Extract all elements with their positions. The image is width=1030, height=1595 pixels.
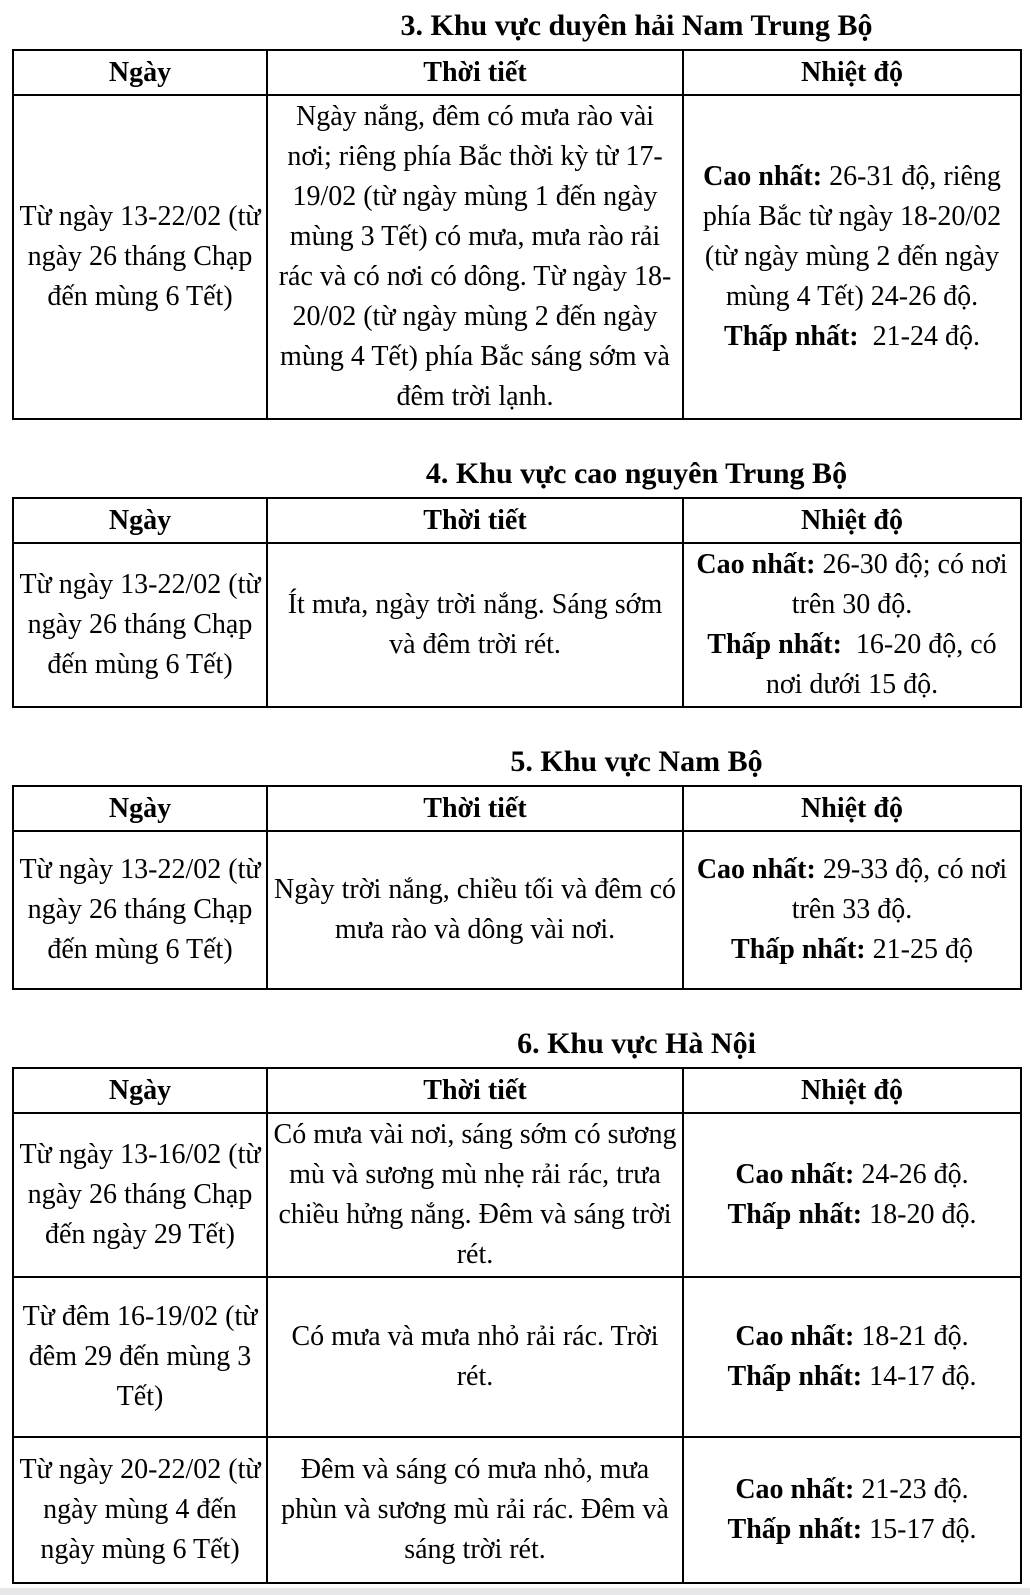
section-title: 6. Khu vực Hà Nội xyxy=(517,1027,756,1060)
temp-high-label: Cao nhất: xyxy=(703,161,823,192)
weather-cell: Ngày trời nắng, chiều tối và đêm có mưa rào và dông vài nơi. xyxy=(267,831,683,989)
temp-high-value: 26-31 độ, riêng phía Bắc từ ngày 18-20/02 (từ ngày mùng 2 đến ngày mùng 4 Tết) 24-26 độ. xyxy=(702,161,1002,312)
temp-cell xyxy=(683,543,1021,707)
temp-low-value: 21-24 độ. xyxy=(865,321,980,352)
forecast-table-ha-noi xyxy=(12,1067,1022,1584)
temp-low-label: Thấp nhất: xyxy=(727,1199,863,1230)
date-cell: Từ ngày 13-22/02 (từ ngày 26 tháng Chạp đến mùng 6 Tết) xyxy=(13,543,267,707)
temp-low-label: Thấp nhất: xyxy=(707,629,842,660)
section-nam-trung-bo xyxy=(12,8,1021,420)
column-header-weather: Thời tiết xyxy=(267,786,683,831)
column-header-date: Ngày xyxy=(13,786,267,831)
table-row xyxy=(13,543,1021,707)
temp-low-value: 15-17 độ. xyxy=(869,1514,977,1545)
temp-high-value: 24-26 độ. xyxy=(861,1159,969,1190)
temp-low-value: 16-20 độ, có nơi dưới 15 độ. xyxy=(765,629,997,700)
temp-cell xyxy=(683,1113,1021,1277)
temp-cell xyxy=(683,1277,1021,1437)
date-cell: Từ ngày 20-22/02 (từ ngày mùng 4 đến ngày mùng 6 Tết) xyxy=(13,1437,267,1583)
weather-cell: Ngày nắng, đêm có mưa rào vài nơi; riêng phía Bắc thời kỳ từ 17-19/02 (từ ngày mùng 1 đến ngày mùng 3 Tết) có mưa, mưa rào rải rác và có nơi có dông. Từ ngày 18-20/02 (từ ngày mùng 2 đến ngày mùng 4 Tết) phía Bắc sáng sớm và đêm trời lạnh. xyxy=(267,95,683,419)
temp-low xyxy=(689,625,1015,705)
temp-low-value: 14-17 độ. xyxy=(869,1361,977,1392)
temp-high xyxy=(689,157,1015,317)
temp-low xyxy=(689,1195,1015,1235)
column-header-date: Ngày xyxy=(13,50,267,95)
temp-high-value: 29-33 độ, có nơi trên 33 độ. xyxy=(791,854,1008,925)
temp-low xyxy=(689,317,1015,357)
date-cell: Từ ngày 13-22/02 (từ ngày 26 tháng Chạp đến mùng 6 Tết) xyxy=(13,831,267,989)
temp-high-label: Cao nhất: xyxy=(696,549,816,580)
weather-cell: Đêm và sáng có mưa nhỏ, mưa phùn và sương mù rải rác. Đêm và sáng trời rét. xyxy=(267,1437,683,1583)
table-header-row xyxy=(13,786,1021,831)
column-header-temp: Nhiệt độ xyxy=(683,498,1021,543)
temp-low xyxy=(689,930,1015,970)
temp-cell xyxy=(683,831,1021,989)
column-header-temp: Nhiệt độ xyxy=(683,786,1021,831)
temp-high-value: 21-23 độ. xyxy=(861,1474,969,1505)
temp-low-value: 21-25 độ xyxy=(872,934,973,965)
temp-cell xyxy=(683,1437,1021,1583)
forecast-table-nam-trung-bo xyxy=(12,49,1022,420)
table-header-row xyxy=(13,50,1021,95)
temp-low xyxy=(689,1357,1015,1397)
section-cao-nguyen-trung-bo xyxy=(12,456,1021,708)
table-row xyxy=(13,831,1021,989)
column-header-weather: Thời tiết xyxy=(267,1068,683,1113)
temp-high xyxy=(689,1317,1015,1357)
temp-high-value: 18-21 độ. xyxy=(861,1321,969,1352)
table-row xyxy=(13,1437,1021,1583)
temp-high-label: Cao nhất: xyxy=(696,854,816,885)
date-cell: Từ ngày 13-16/02 (từ ngày 26 tháng Chạp đến ngày 29 Tết) xyxy=(13,1113,267,1277)
temp-high xyxy=(689,1470,1015,1510)
weather-cell: Có mưa và mưa nhỏ rải rác. Trời rét. xyxy=(267,1277,683,1437)
section-nam-bo xyxy=(12,744,1021,990)
section-ha-noi xyxy=(12,1026,1021,1584)
weather-cell: Có mưa vài nơi, sáng sớm có sương mù và sương mù nhẹ rải rác, trưa chiều hửng nắng. Đêm và sáng trời rét. xyxy=(267,1113,683,1277)
table-header-row xyxy=(13,498,1021,543)
temp-low xyxy=(689,1510,1015,1550)
temp-low-label: Thấp nhất: xyxy=(727,1514,863,1545)
temp-low-value: 18-20 độ. xyxy=(869,1199,977,1230)
section-title: 3. Khu vực duyên hải Nam Trung Bộ xyxy=(400,9,873,42)
temp-high-value: 26-30 độ; có nơi trên 30 độ. xyxy=(791,549,1008,620)
temp-low-label: Thấp nhất: xyxy=(727,1361,863,1392)
table-row xyxy=(13,1277,1021,1437)
table-row xyxy=(13,1113,1021,1277)
column-header-temp: Nhiệt độ xyxy=(683,50,1021,95)
temp-high-label: Cao nhất: xyxy=(735,1474,855,1505)
temp-low-label: Thấp nhất: xyxy=(724,321,859,352)
temp-high xyxy=(689,545,1015,625)
temp-high xyxy=(689,850,1015,930)
table-header-row xyxy=(13,1068,1021,1113)
temp-high-label: Cao nhất: xyxy=(735,1321,855,1352)
section-title: 4. Khu vực cao nguyên Trung Bộ xyxy=(425,457,848,490)
date-cell: Từ đêm 16-19/02 (từ đêm 29 đến mùng 3 Tết) xyxy=(13,1277,267,1437)
weather-cell: Ít mưa, ngày trời nắng. Sáng sớm và đêm trời rét. xyxy=(267,543,683,707)
temp-high-label: Cao nhất: xyxy=(735,1159,855,1190)
column-header-date: Ngày xyxy=(13,1068,267,1113)
page-bottom-strip xyxy=(0,1588,1030,1595)
column-header-weather: Thời tiết xyxy=(267,50,683,95)
column-header-date: Ngày xyxy=(13,498,267,543)
column-header-weather: Thời tiết xyxy=(267,498,683,543)
forecast-table-cao-nguyen-trung-bo xyxy=(12,497,1022,708)
section-title: 5. Khu vực Nam Bộ xyxy=(510,745,763,778)
temp-low-label: Thấp nhất: xyxy=(731,934,866,965)
forecast-table-nam-bo xyxy=(12,785,1022,990)
temp-high xyxy=(689,1155,1015,1195)
column-header-temp: Nhiệt độ xyxy=(683,1068,1021,1113)
table-row xyxy=(13,95,1021,419)
temp-cell xyxy=(683,95,1021,419)
date-cell: Từ ngày 13-22/02 (từ ngày 26 tháng Chạp đến mùng 6 Tết) xyxy=(13,95,267,419)
